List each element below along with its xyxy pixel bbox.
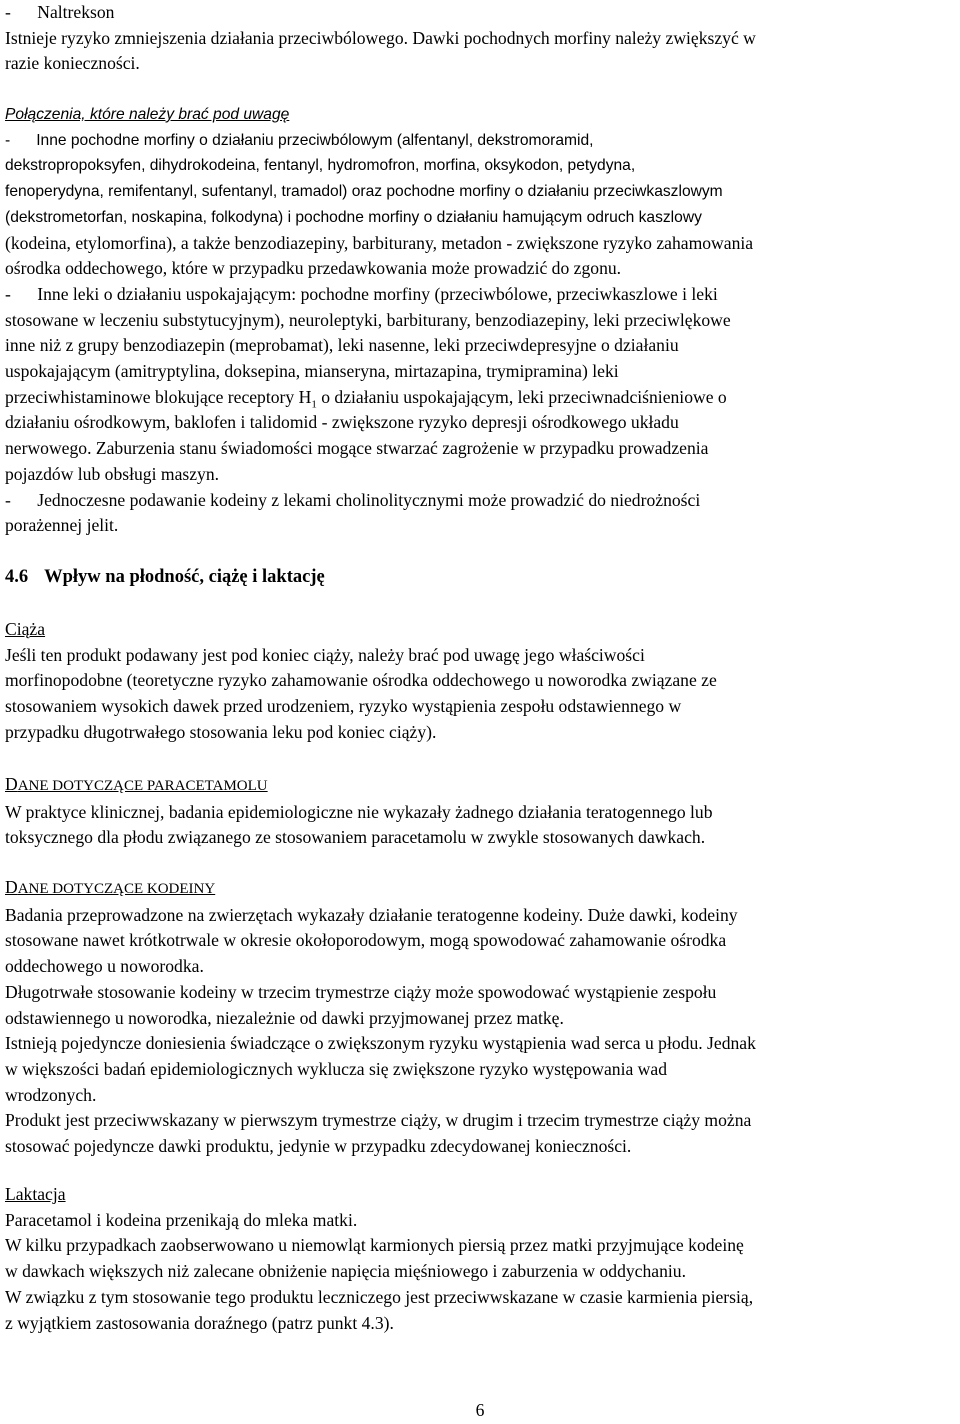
subscript: 1 xyxy=(311,398,317,411)
paragraph-line: (dekstrometorfan, noskapina, folkodyna) i pochodne morfiny o działaniu hamującym odruch kaszlowy xyxy=(5,208,702,226)
paragraph-line: - Jednoczesne podawanie kodeiny z lekami cholinolitycznymi może prowadzić do niedrożności xyxy=(5,489,701,510)
heading-rest: ANE DOTYCZĄCE KODEINY xyxy=(17,881,216,897)
paragraph-line: stosować pojedyncze dawki produktu, jedynie w przypadku zdecydowanej konieczności. xyxy=(5,1136,632,1157)
paragraph-line: Produkt jest przeciwwskazany w pierwszym trymestrze ciąży, w drugim i trzecim trymestrze ciąży można xyxy=(5,1110,752,1131)
interactions-section xyxy=(5,102,957,539)
paragraph-line: W praktyce klinicznej, badania epidemiologiczne nie wykazały żadnego działania teratogennego lub xyxy=(5,801,713,822)
paracetamol-section xyxy=(5,772,957,851)
pregnancy-section xyxy=(5,617,957,746)
codeine-section xyxy=(5,875,957,1160)
paragraph-line: Długotrwałe stosowanie kodeiny w trzecim trymestrze ciąży może spowodować wystąpienie zespołu xyxy=(5,981,717,1002)
paragraph-line: Jeśli ten produkt podawany jest pod koniec ciąży, należy brać pod uwagę jego właściwości xyxy=(5,644,645,665)
paragraph-line: wrodzonych. xyxy=(5,1084,97,1105)
paragraph-line: Badania przeprowadzone na zwierzętach wykazały działanie teratogenne kodeiny. Duże dawki, kodeiny xyxy=(5,904,738,925)
paragraph-line: oddechowego u noworodka. xyxy=(5,956,204,977)
paragraph-line: fenoperydyna, remifentanyl, sufentanyl, tramadol) oraz pochodne morfiny o działaniu przeciwkaszlowym xyxy=(5,183,723,201)
naltrexone-item: - Naltrekson xyxy=(5,2,115,22)
paragraph-line: stosowane w leczeniu substytucyjnym), neuroleptyki, barbiturany, benzodiazepiny, leki przeciwlękowe xyxy=(5,309,731,330)
paragraph-line: odstawiennego u noworodka, niezależnie od dawki przyjmowanej przez matkę. xyxy=(5,1007,564,1028)
heading-initial: D xyxy=(5,877,18,897)
text-run: o działaniu uspokajającym, leki przeciwnadciśnieniowe o xyxy=(316,386,727,407)
paragraph-line: toksycznego dla płodu związanego ze stosowaniem paracetamolu w zwykle stosowanych dawkach. xyxy=(5,827,706,848)
section-title: Wpływ na płodność, ciążę i laktację xyxy=(44,567,325,587)
lactation-heading: Laktacja xyxy=(5,1184,66,1204)
paragraph-line: Istnieje ryzyko zmniejszenia działania przeciwbólowego. Dawki pochodnych morfiny należy zwiększyć w xyxy=(5,27,756,48)
section-heading-4-6 xyxy=(5,565,957,591)
paragraph-line: Istnieją pojedyncze doniesienia świadczące o zwiększonym ryzyku wystąpienia wad serca u płodu. Jednak xyxy=(5,1033,756,1054)
paragraph-line: w dawkach większych niż zalecane obniżenie napięcia mięśniowego i zaburzenia w oddychaniu. xyxy=(5,1261,686,1282)
paragraph-line: pojazdów lub obsługi maszyn. xyxy=(5,463,220,484)
paragraph-line: Paracetamol i kodeina przenikają do mleka matki. xyxy=(5,1209,358,1230)
paragraph-line: - Inne leki o działaniu uspokajającym: pochodne morfiny (przeciwbólowe, przeciwkaszlowe i leki xyxy=(5,283,718,304)
paragraph-line: przypadku długotrwałego stosowania leku pod koniec ciąży). xyxy=(5,721,437,742)
codeine-heading xyxy=(5,875,957,903)
paragraph-line: działaniu ośrodkowym, baklofen i talidomid - zwiększone ryzyko depresji ośrodkowego układu xyxy=(5,412,679,433)
pregnancy-heading: Ciąża xyxy=(5,619,46,639)
paragraph-line: porażennej jelit. xyxy=(5,515,119,536)
paragraph-line: nerwowego. Zaburzenia stanu świadomości mogące stwarzać zagrożenie w przypadku prowadzenia xyxy=(5,438,709,459)
paragraph-line: inne niż z grupy benzodiazepin (meprobamat), leki nasenne, leki przeciwdepresyjne o działaniu xyxy=(5,335,679,356)
paragraph-line: stosowaniem wysokich dawek przed urodzeniem, ryzyko wystąpienia zespołu odstawiennego w xyxy=(5,696,682,717)
interactions-heading: Połączenia, które należy brać pod uwagę xyxy=(5,106,290,123)
paragraph-line: stosowane nawet krótkotrwale w okresie okołoporodowym, mogą spowodować zahamowanie ośrodka xyxy=(5,930,727,951)
paragraph-line: z wyjątkiem zastosowania doraźnego (patrz punkt 4.3). xyxy=(5,1312,394,1333)
paragraph-line: (kodeina, etylomorfina), a także benzodiazepiny, barbiturany, metadon - zwiększone ryzyko zahamowania xyxy=(5,232,754,253)
paragraph-line: - Inne pochodne morfiny o działaniu przeciwbólowym (alfentanyl, dekstromoramid, xyxy=(5,131,594,149)
text-run: przeciwhistaminowe blokujące receptory H xyxy=(5,386,312,407)
heading-initial: D xyxy=(5,774,18,794)
paragraph-line: morfinopodobne (teoretyczne ryzyko zahamowanie ośrodka oddechowego u noworodka związane ze xyxy=(5,670,717,691)
paragraph-line: W kilku przypadkach zaobserwowano u niemowląt karmionych piersią przez matki przyjmujące kodeinę xyxy=(5,1235,744,1256)
naltrexone-section xyxy=(5,0,957,77)
heading-rest: ANE DOTYCZĄCE PARACETAMOLU xyxy=(17,778,268,794)
paragraph-line: uspokajającym (amitryptylina, doksepina, mianseryna, mirtazapina, trymipramina) leki xyxy=(5,361,619,382)
paragraph-line: razie konieczności. xyxy=(5,53,140,74)
paragraph-line: W związku z tym stosowanie tego produktu leczniczego jest przeciwwskazane w czasie karmienia piersią, xyxy=(5,1286,754,1307)
paragraph-line: w większości badań epidemiologicznych wyklucza się zwiększone ryzyko występowania wad xyxy=(5,1058,667,1079)
paragraph-line: dekstropropoksyfen, dihydrokodeina, fentanyl, hydromofron, morfina, oksykodon, petydyna, xyxy=(5,157,636,175)
paracetamol-heading xyxy=(5,772,957,800)
paragraph-line xyxy=(5,385,957,411)
paragraph-line: ośrodka oddechowego, które w przypadku przedawkowania może prowadzić do zgonu. xyxy=(5,258,622,279)
page-number: 6 xyxy=(475,1400,485,1420)
lactation-section xyxy=(5,1182,957,1336)
section-number: 4.6 xyxy=(5,567,29,587)
